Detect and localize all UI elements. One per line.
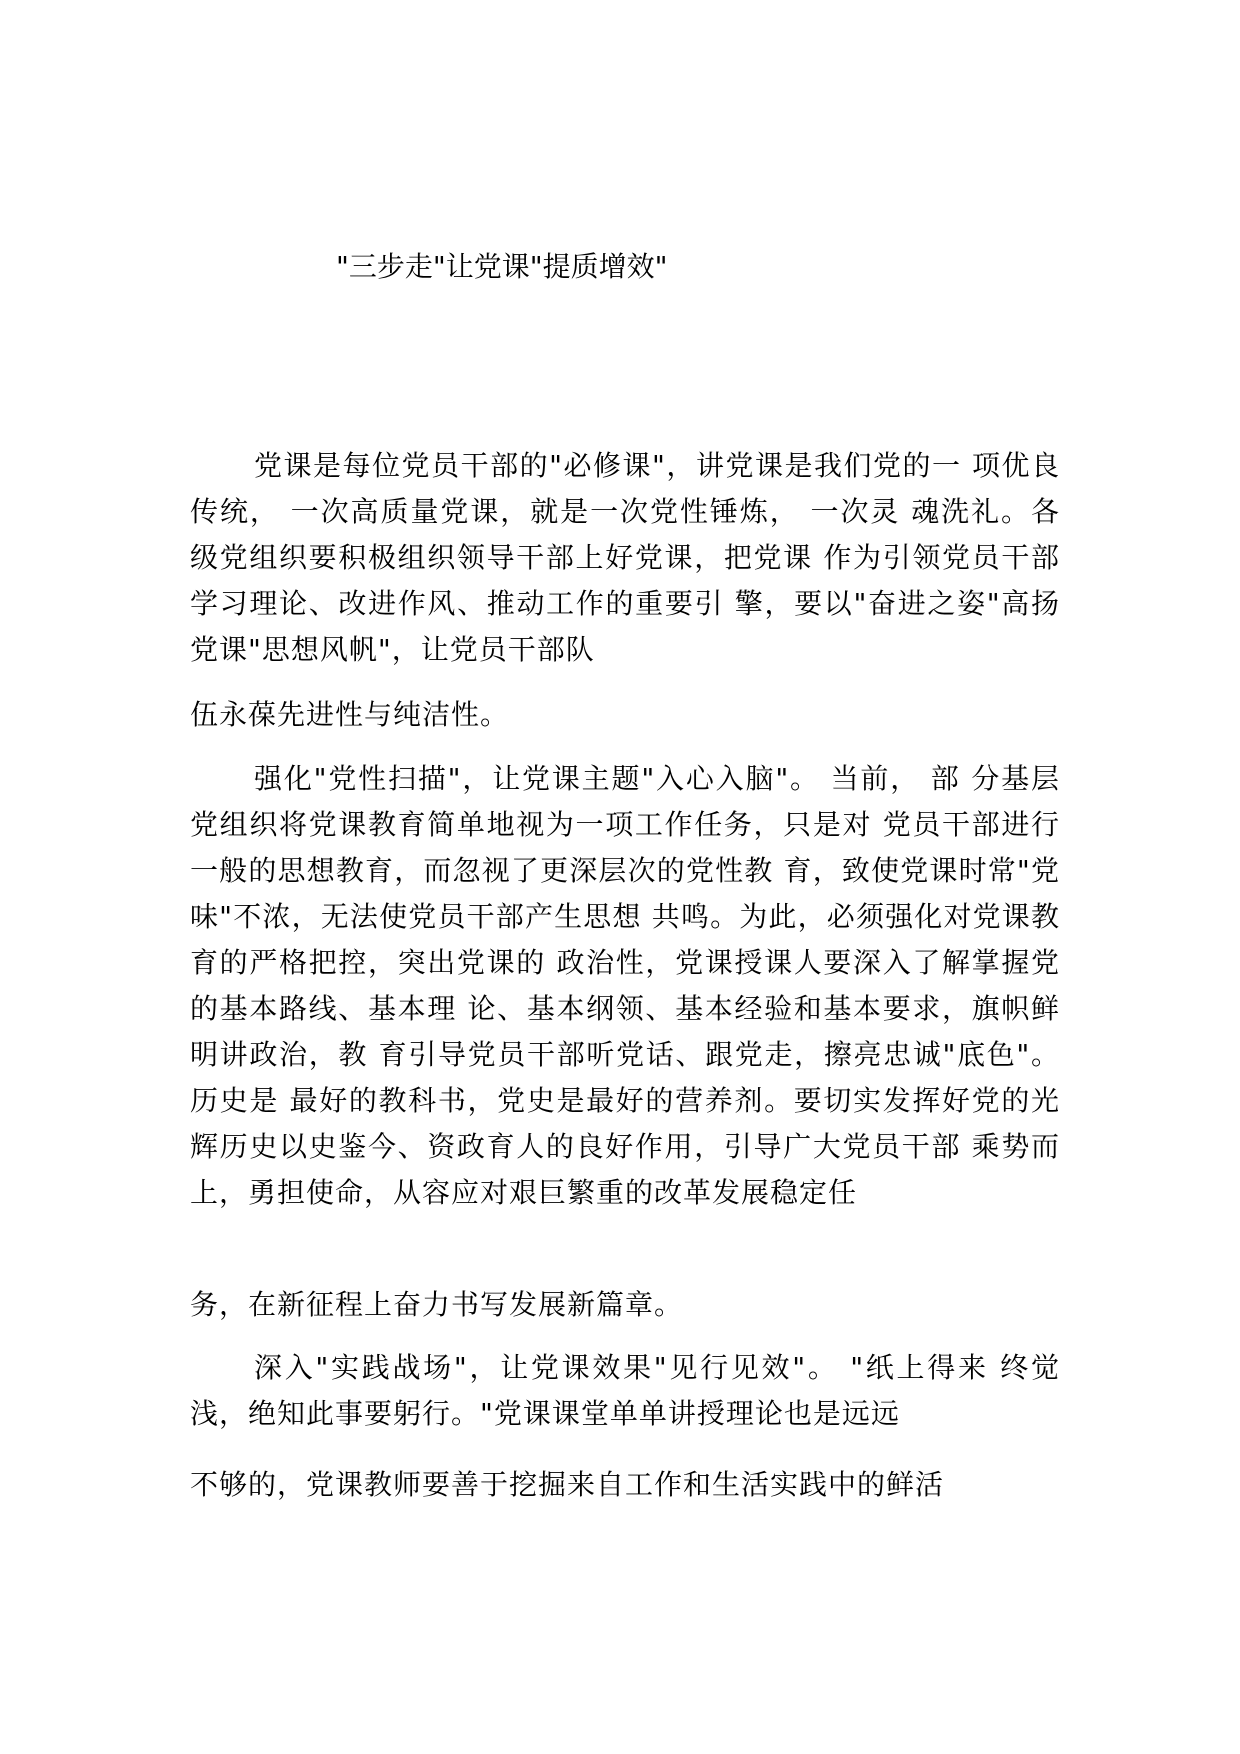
paragraph-party-spirit: 强化"党性扫描"，让党课主题"入心入脑"。 当前， 部 分基层党组织将党课教育简单地视为一项工作任务，只是对 党员干部进行一般的思想教育，而忽视了更深层次的党性教 育，致使党课时常"党味"不浓，无法使党员干部产生思想 共鸣。为此，必须强化对党课教育的严格把控，突出党课的 政治性，党课授课人要深入了解掌握党的基本路线、基本理 论、基本纲领、基本经验和基本要求，旗帜鲜明讲政治，教 育引导党员干部听党话、跟党走，擦亮忠诚"底色"。历史是 最好的教科书，党史是最好的营养剂。要切实发挥好党的光 辉历史以史鉴今、资政育人的良好作用，引导广大党员干部 乘势而上，勇担使命，从容应对艰巨繁重的改革发展稳定任 xyxy=(190,762,1060,1209)
paragraph-party-spirit-continued: 务，在新征程上奋力书写发展新篇章。 xyxy=(190,1288,684,1321)
document-title: "三步走"让党课"提质增效" xyxy=(336,250,668,283)
paragraph-practice-continued: 不够的，党课教师要善于挖掘来自工作和生活实践中的鲜活 xyxy=(190,1468,945,1501)
paragraph-intro-continued: 伍永葆先进性与纯洁性。 xyxy=(190,698,510,731)
paragraph-intro: 党课是每位党员干部的"必修课"，讲党课是我们党的一 项优良传统， 一次高质量党课，就是一次党性锤炼， 一次灵 魂洗礼。各级党组织要积极组织领导干部上好党课，把党课 作为引领党员干部学习理论、改进作风、推动工作的重要引 擎，要以"奋进之姿"高扬党课"思想风帆"，让党员干部队 xyxy=(190,449,1060,666)
paragraph-practice: 深入"实践战场"，让党课效果"见行见效"。 "纸上得来 终觉浅，绝知此事要躬行。"党课课堂单单讲授理论也是远远 xyxy=(190,1351,1060,1430)
